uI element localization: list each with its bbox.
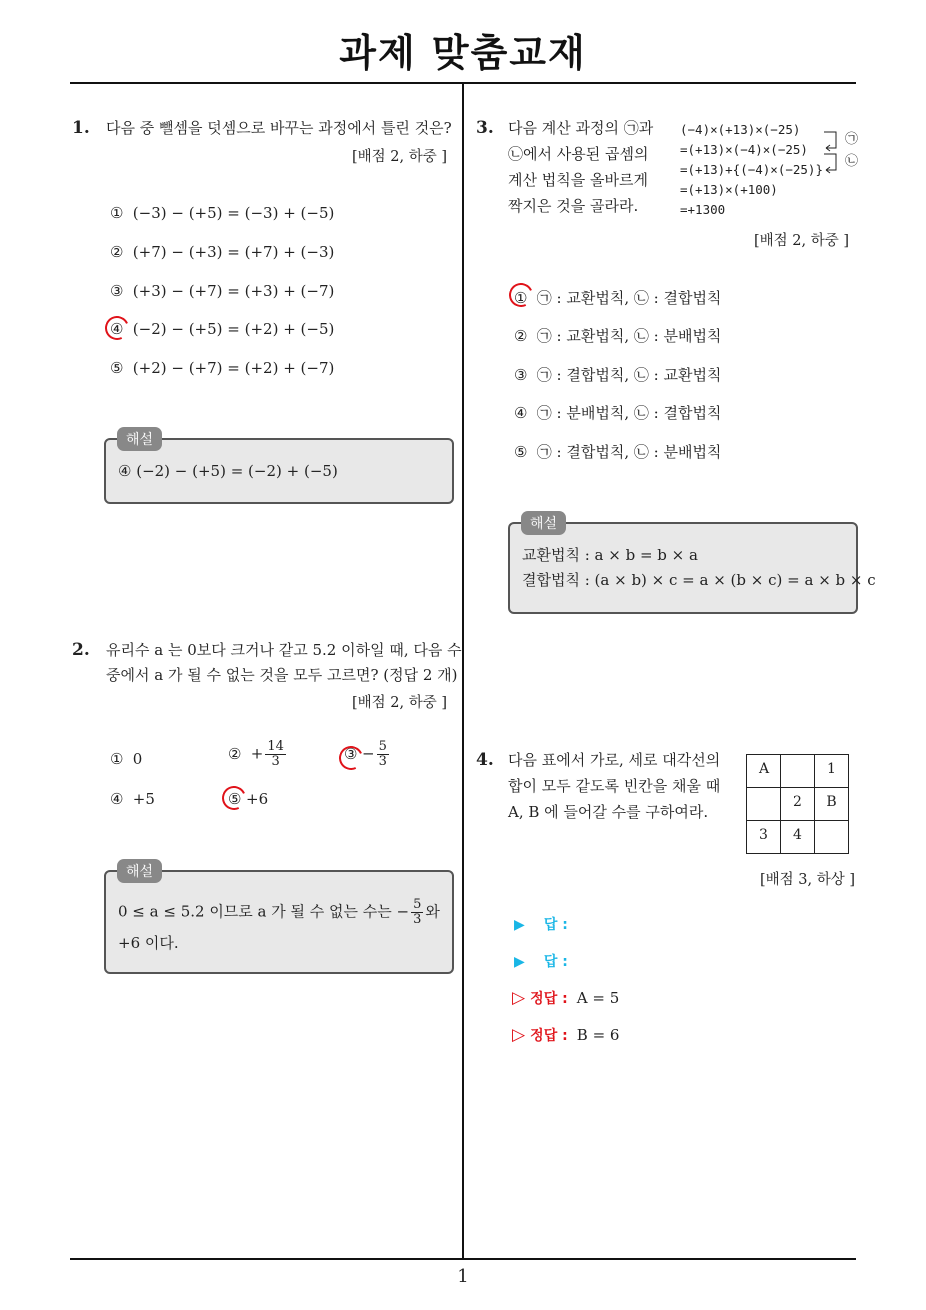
choice-mark: ① xyxy=(514,289,528,307)
choice-mark: ① xyxy=(110,204,124,222)
choice-mark: ② xyxy=(228,744,242,763)
points-label: [배점 2, 하중 ] xyxy=(352,149,448,165)
points-label: [배점 2, 하중 ] xyxy=(754,233,850,249)
question-text-line1: 유리수 a 는 0보다 크거나 같고 5.2 이하일 때, 다음 수 xyxy=(106,641,462,659)
outline-arrow-icon: ▷ xyxy=(512,988,526,1008)
choice-2[interactable] xyxy=(514,325,721,346)
choice-mark: ② xyxy=(514,327,528,345)
question-text-line: 계산 법칙을 올바르게 xyxy=(508,171,648,189)
calculation-block: (−4)×(+13)×(−25) =(+13)×(−4)×(−25) =(+13)+{(−4)×(−25)} =(+13)×(+100) =+1300 xyxy=(680,122,823,217)
question-number: 1. xyxy=(72,118,90,138)
question-number: 2. xyxy=(72,640,90,660)
question-text-line: ㉡에서 사용된 곱셈의 xyxy=(508,145,649,163)
explanation-text-line2: +6 이다. xyxy=(118,934,179,952)
points-label: [배점 3, 하상 ] xyxy=(760,872,856,888)
choice-5[interactable] xyxy=(514,441,721,462)
choice-5[interactable] xyxy=(110,359,334,377)
correct-label: 정답 : xyxy=(530,1028,568,1044)
calc-mark-b: ㉡ xyxy=(845,154,859,169)
answer-label: 답 : xyxy=(543,917,568,933)
answer-row-2[interactable] xyxy=(514,951,568,971)
page-title: 과제 맞춤교재 xyxy=(339,31,587,75)
explanation-text: ④ (−2) − (+5) = (−2) + (−5) xyxy=(118,462,338,480)
choice-mark: ⑤ xyxy=(514,443,528,461)
question-number: 3. xyxy=(476,118,494,138)
fraction: $\frac{5}{3}$ xyxy=(413,897,422,927)
choice-mark: ⑤ xyxy=(110,359,124,377)
explanation-tab: 해설 xyxy=(521,511,566,535)
explanation-text-line1: 0 ≤ a ≤ 5.2 이므로 a 가 될 수 없는 수는 − $\frac{5}{3}$ 와 xyxy=(118,897,440,927)
choice-2[interactable] xyxy=(228,740,288,769)
correct-row-2 xyxy=(512,1025,619,1045)
correct-value: A = 5 xyxy=(576,989,620,1007)
choice-4[interactable] xyxy=(110,790,155,808)
table-cell: B xyxy=(815,788,849,821)
table-cell: 2 xyxy=(781,788,815,821)
choice-4[interactable] xyxy=(514,402,721,423)
table-cell: 3 xyxy=(747,821,781,854)
choice-mark: ③ xyxy=(110,282,124,300)
question-text-line: 다음 표에서 가로, 세로 대각선의 xyxy=(508,751,721,769)
outline-arrow-icon: ▷ xyxy=(512,1025,526,1045)
explanation-text-line1: 교환법칙 : a × b = b × a xyxy=(522,546,698,564)
choice-mark: ④ xyxy=(110,790,124,808)
answer-row-1[interactable] xyxy=(514,914,568,934)
question-text-line: 짝지은 것을 골라라. xyxy=(508,197,639,215)
choice-text: ㉠ : 분배법칙, ㉡ : 결합법칙 xyxy=(536,404,722,422)
choice-4[interactable] xyxy=(110,320,334,338)
choice-text: ㉠ : 교환법칙, ㉡ : 분배법칙 xyxy=(536,327,722,345)
correct-row-1 xyxy=(512,988,619,1008)
choice-text: (+2) − (+7) = (+2) + (−7) xyxy=(132,359,335,377)
calc-mark-a: ㉠ xyxy=(845,132,859,147)
explanation-tab: 해설 xyxy=(117,427,162,451)
choice-mark: ④ xyxy=(514,404,528,422)
correct-label: 정답 : xyxy=(530,991,568,1007)
choice-3[interactable] xyxy=(110,282,334,300)
play-arrow-icon: ▶ xyxy=(514,917,525,933)
explanation-text-line2: 결합법칙 : (a × b) × c = a × (b × c) = a × b × c xyxy=(522,571,876,589)
footer-rule xyxy=(70,1258,856,1260)
choice-text: +5 xyxy=(132,790,155,808)
question-text-line: 다음 계산 과정의 ㉠과 xyxy=(508,119,654,137)
fraction: $\frac{14}{3}$ xyxy=(267,739,284,769)
choice-sign: − xyxy=(362,744,375,763)
question-text-line: 합이 모두 같도록 빈칸을 채울 때 xyxy=(508,777,721,795)
table-cell: 1 xyxy=(815,755,849,788)
table-cell xyxy=(747,788,781,821)
choice-2[interactable] xyxy=(110,243,334,261)
answer-label: 답 : xyxy=(543,954,568,970)
page-number: 1 xyxy=(457,1266,469,1287)
table-cell: A xyxy=(747,755,781,788)
question-number: 4. xyxy=(476,750,494,770)
explanation-tab: 해설 xyxy=(117,859,162,883)
column-divider xyxy=(462,84,464,1259)
choice-text: 0 xyxy=(132,750,143,768)
magic-square-table xyxy=(746,754,849,854)
question-text-line2: 중에서 a 가 될 수 없는 것을 모두 고르면? (정답 2 개) xyxy=(106,666,458,684)
correct-value: B = 6 xyxy=(576,1026,620,1044)
fraction: $\frac{5}{3}$ xyxy=(378,739,387,769)
table-cell: 4 xyxy=(781,821,815,854)
choice-text: (−3) − (+5) = (−3) + (−5) xyxy=(132,204,335,222)
choice-sign: + xyxy=(250,744,264,763)
choice-mark: ⑤ xyxy=(228,790,242,808)
table-cell xyxy=(815,821,849,854)
play-arrow-icon: ▶ xyxy=(514,954,525,970)
choice-mark: ③ xyxy=(344,744,358,763)
question-text-line: A, B 에 들어갈 수를 구하여라. xyxy=(508,803,709,821)
choice-text: ㉠ : 교환법칙, ㉡ : 결합법칙 xyxy=(536,289,722,307)
choice-text: (−2) − (+5) = (+2) + (−5) xyxy=(132,320,335,338)
choice-mark: ④ xyxy=(110,320,124,338)
choice-mark: ③ xyxy=(514,366,528,384)
choice-text: (+7) − (+3) = (+7) + (−3) xyxy=(132,243,335,261)
points-label: [배점 2, 하중 ] xyxy=(352,695,448,711)
selected-answer-mark xyxy=(219,783,250,814)
choice-text: ㉠ : 결합법칙, ㉡ : 교환법칙 xyxy=(536,366,722,384)
choice-mark: ① xyxy=(110,750,124,768)
choice-text: +6 xyxy=(246,790,269,808)
choice-1[interactable] xyxy=(110,204,334,222)
choice-mark: ② xyxy=(110,243,124,261)
selected-answer-mark xyxy=(102,313,133,344)
choice-3[interactable] xyxy=(514,364,721,385)
choice-text: (+3) − (+7) = (+3) + (−7) xyxy=(132,282,335,300)
choice-1[interactable] xyxy=(110,750,142,768)
choice-text: ㉠ : 결합법칙, ㉡ : 분배법칙 xyxy=(536,443,722,461)
choice-1[interactable] xyxy=(514,287,721,308)
table-cell xyxy=(781,755,815,788)
question-text: 다음 중 뺄셈을 덧셈으로 바꾸는 과정에서 틀린 것은? xyxy=(106,119,452,137)
